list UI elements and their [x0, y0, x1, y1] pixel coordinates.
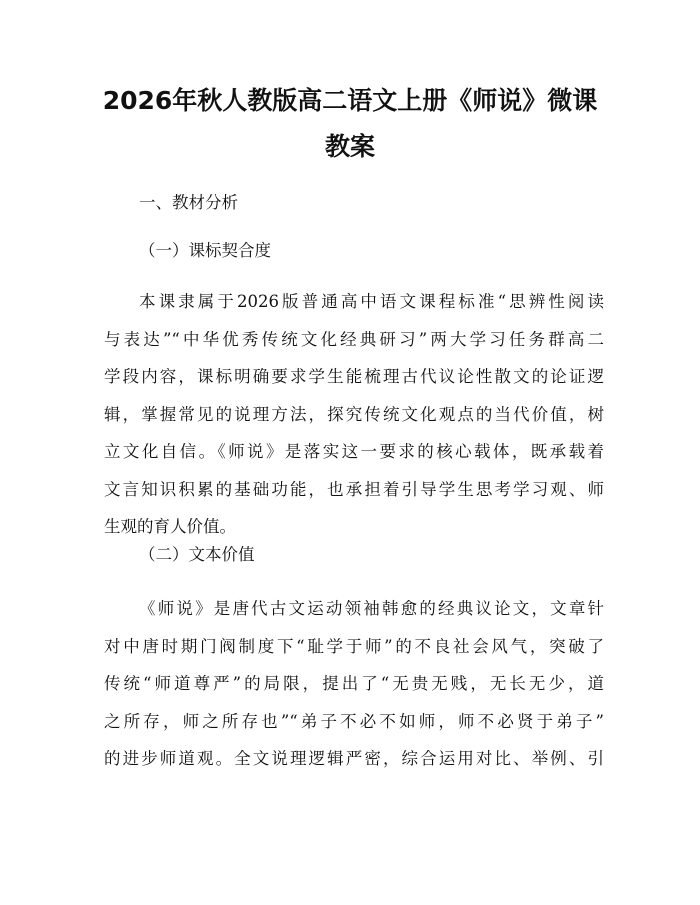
- subsection-heading-curriculum-fit: （一）课标契合度: [139, 241, 271, 260]
- subsection-heading-text-value: （二）文本价值: [139, 545, 255, 564]
- section-heading-teaching-material-analysis: 一、教材分析: [139, 193, 238, 212]
- paragraph-line: 的进步师道观。全文说理逻辑严密，综合运用对比、举例、引: [104, 749, 604, 768]
- document-title-line-2: 教案: [324, 132, 375, 161]
- paragraph-curriculum-fit: [104, 283, 604, 546]
- paragraph-line: 与表达”“中华优秀传统文化经典研习”两大学习任务群高二: [104, 329, 604, 349]
- paragraph-text-value: [104, 590, 604, 778]
- paragraph-line: 本课隶属于2026版普通高中语文课程标准“思辨性阅读: [139, 292, 604, 311]
- paragraph-line: 对中唐时期门阀制度下“耻学于师”的不良社会风气，突破了: [104, 636, 604, 656]
- paragraph-line: 立文化自信。《师说》是落实这一要求的核心载体，既承载着: [104, 442, 604, 461]
- paragraph-line: 辑，掌握常见的说理方法，探究传统文化观点的当代价值，树: [104, 404, 604, 424]
- document-title-line-1: 2026年秋人教版高二语文上册《师说》微课: [102, 86, 598, 115]
- paragraph-line: 之所存，师之所存也”“弟子不必不如师，师不必贤于弟子”: [104, 711, 604, 731]
- paragraph-line: 传统“师道尊严”的局限，提出了“无贵无贱，无长无少，道: [104, 674, 604, 693]
- paragraph-line: 文言知识积累的基础功能，也承担着引导学生思考学习观、师: [104, 479, 604, 499]
- paragraph-line: 《师说》是唐代古文运动领袖韩愈的经典议论文，文章针: [139, 599, 604, 618]
- paragraph-line: 学段内容，课标明确要求学生能梳理古代议论性散文的论证逻: [104, 367, 604, 386]
- paragraph-line: 生观的育人价值。: [104, 517, 236, 536]
